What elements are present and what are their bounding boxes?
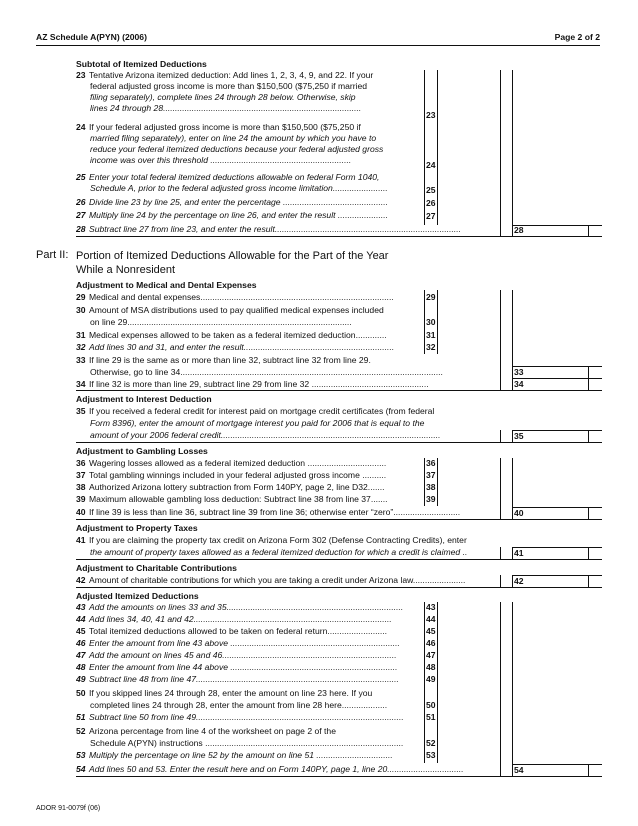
line-number: 38 [76, 482, 86, 492]
box-39[interactable]: 39 [426, 494, 436, 504]
line-40 [76, 507, 500, 518]
box-36[interactable]: 36 [426, 458, 436, 468]
box-52[interactable]: 52 [426, 738, 436, 748]
line-text: Arizona percentage from line 4 of the worksheet on page 2 of the [89, 726, 336, 736]
col-line [437, 70, 438, 225]
line-text: If line 39 is less than line 36, subtract line 39 from line 36; otherwise enter “zero”............................ [89, 507, 461, 517]
part2-title-2: While a Nonresident [76, 264, 176, 276]
box-35[interactable]: 35 [514, 431, 524, 441]
box-25[interactable]: 25 [426, 185, 436, 195]
row-line [76, 776, 602, 777]
line-number: 35 [76, 406, 86, 416]
box-47[interactable]: 47 [426, 650, 436, 660]
col-line [500, 70, 501, 236]
line-text: Medical expenses allowed to be taken as a federal itemized deduction............. [89, 330, 387, 340]
box-23[interactable]: 23 [426, 110, 436, 120]
box-44[interactable]: 44 [426, 614, 436, 624]
line-text: Medical and dental expenses................................................................................. [89, 292, 394, 302]
col-line [437, 458, 438, 506]
row-line [76, 519, 602, 520]
line-text: Authorized Arizona lottery subtraction from Form 140PY, page 2, line D32....... [89, 482, 385, 492]
line-text: income was over this threshold ........................................................... [90, 155, 352, 165]
interest-title: Adjustment to Interest Deduction [76, 394, 212, 404]
col-line [588, 547, 589, 559]
property-title: Adjustment to Property Taxes [76, 523, 198, 533]
line-number: 31 [76, 330, 86, 340]
box-30[interactable]: 30 [426, 317, 436, 327]
line-text: Otherwise, go to line 34.............................................................................................................. [90, 367, 443, 377]
line-text: Subtract line 48 from line 47..................................................................................... [89, 674, 399, 684]
line-27 [76, 210, 422, 221]
box-31[interactable]: 31 [426, 330, 436, 340]
line-text: If you skipped lines 24 through 28, enter the amount on line 23 here. If you [89, 688, 373, 698]
line-number: 30 [76, 305, 86, 315]
line-54 [76, 764, 500, 775]
col-line [588, 575, 589, 587]
line-text: Schedule A, prior to the federal adjusted gross income limitation....................... [90, 183, 388, 193]
line-37 [76, 470, 422, 481]
line-number: 34 [76, 379, 86, 389]
line-text: Multiply line 24 by the percentage on line 26, and enter the result ..................... [89, 210, 389, 220]
line-text: married filing separately), enter on line 24 the amount by which you have to [90, 133, 377, 143]
row-line [76, 559, 602, 560]
line-46 [76, 638, 422, 649]
line-text: If you received a federal credit for interest paid on mortgage credit certificates (from federal [89, 406, 435, 416]
line-47 [76, 650, 422, 661]
line-text: Total gambling winnings included in your federal adjusted gross income .......... [89, 470, 387, 480]
box-41[interactable]: 41 [514, 548, 524, 558]
part2-label: Part II: [36, 249, 69, 261]
line-text: Add lines 34, 40, 41 and 42................................................................................... [89, 614, 392, 624]
line-number: 49 [76, 674, 86, 684]
line-number: 48 [76, 662, 86, 672]
line-number: 42 [76, 575, 86, 585]
line-number: 24 [76, 122, 86, 132]
line-text: reduce your federal itemized deductions because your federal adjusted gross [90, 144, 384, 154]
line-50 [76, 688, 422, 699]
line-number: 44 [76, 614, 86, 624]
box-27[interactable]: 27 [426, 211, 436, 221]
box-50[interactable]: 50 [426, 700, 436, 710]
line-53 [76, 750, 422, 761]
line-43 [76, 602, 422, 613]
line-text: completed lines 24 through 28, enter the amount from line 28 here................... [90, 700, 388, 710]
col-line [512, 70, 513, 236]
box-48[interactable]: 48 [426, 662, 436, 672]
line-number: 53 [76, 750, 86, 760]
subtotal-title: Subtotal of Itemized Deductions [76, 59, 207, 69]
box-49[interactable]: 49 [426, 674, 436, 684]
line-text: amount of your 2006 federal credit............................................................................................ [90, 430, 441, 440]
box-29[interactable]: 29 [426, 292, 436, 302]
col-line [588, 430, 589, 442]
page-header [36, 32, 600, 46]
col-line [588, 225, 589, 236]
line-number: 26 [76, 197, 86, 207]
line-number: 46 [76, 638, 86, 648]
line-number: 41 [76, 535, 86, 545]
line-text: If you are claiming the property tax credit on Arizona Form 302 (Defense Contracting Credits), enter [89, 535, 467, 545]
col-line [500, 575, 501, 587]
line-text: Total itemized deductions allowed to be taken on federal return......................... [89, 626, 388, 636]
line-number: 25 [76, 172, 86, 182]
line-26 [76, 197, 422, 208]
line-24 [76, 122, 422, 133]
line-text: Subtract line 50 from line 49....................................................................................... [89, 712, 404, 722]
line-number: 47 [76, 650, 86, 660]
row-line [512, 430, 602, 431]
col-line [500, 547, 501, 559]
line-text: If your federal adjusted gross income is more than $150,500 ($75,250 if [89, 122, 361, 132]
line-text: federal adjusted gross income is more than $150,500 ($75,250 if married [90, 81, 368, 91]
line-text: filing separately), complete lines 24 through 28 below. Otherwise, skip [90, 92, 356, 102]
line-number: 36 [76, 458, 86, 468]
line-33 [76, 355, 500, 366]
line-23 [76, 70, 422, 81]
box-37[interactable]: 37 [426, 470, 436, 480]
line-number: 52 [76, 726, 86, 736]
box-43[interactable]: 43 [426, 602, 436, 612]
box-45[interactable]: 45 [426, 626, 436, 636]
row-line [512, 547, 602, 548]
col-line [437, 602, 438, 763]
line-text: on line 29.............................................................................................. [90, 317, 352, 327]
line-25 [76, 172, 422, 183]
col-line [437, 290, 438, 354]
line-52 [76, 726, 422, 737]
col-line [500, 290, 501, 390]
line-number: 33 [76, 355, 86, 365]
charity-title: Adjustment to Charitable Contributions [76, 563, 237, 573]
line-text: Add lines 50 and 53. Enter the result here and on Form 140PY, page 1, line 20................................ [89, 764, 464, 774]
line-text: Add the amounts on lines 33 and 35.......................................................................... [89, 602, 404, 612]
box-38[interactable]: 38 [426, 482, 436, 492]
box-28[interactable]: 28 [514, 225, 524, 235]
page-number: Page 2 of 2 [554, 32, 600, 42]
line-number: 23 [76, 70, 86, 80]
line-text: the amount of property taxes allowed as a federal itemized deduction for which a credit is claimed .. [90, 547, 468, 557]
line-number: 39 [76, 494, 86, 504]
box-53[interactable]: 53 [426, 750, 436, 760]
line-text: Enter the amount from line 44 above ...................................................................... [89, 662, 398, 672]
line-number: 54 [76, 764, 86, 774]
form-title: AZ Schedule A(PYN) (2006) [36, 32, 147, 42]
box-51[interactable]: 51 [426, 712, 436, 722]
row-line [76, 390, 602, 391]
row-line [76, 587, 602, 588]
line-text: Enter the amount from line 43 above ....................................................................... [89, 638, 400, 648]
line-text: Amount of charitable contributions for which you are taking a credit under Arizona law...................... [89, 575, 466, 585]
box-54[interactable]: 54 [514, 765, 524, 775]
row-line [76, 442, 602, 443]
line-41 [76, 535, 500, 546]
line-number: 45 [76, 626, 86, 636]
line-29 [76, 292, 422, 303]
line-30 [76, 305, 422, 316]
line-48 [76, 662, 422, 673]
line-number: 51 [76, 712, 86, 722]
line-31 [76, 330, 422, 341]
medical-title: Adjustment to Medical and Dental Expenses [76, 280, 257, 290]
col-line [588, 507, 589, 519]
line-text: Maximum allowable gambling loss deduction: Subtract line 38 from line 37....... [89, 494, 388, 504]
line-45 [76, 626, 422, 637]
line-number: 32 [76, 342, 86, 352]
line-text: Form 8396), enter the amount of mortgage interest you paid for 2006 that is equal to the [90, 418, 425, 428]
box-33[interactable]: 33 [514, 367, 524, 377]
line-32 [76, 342, 422, 353]
line-text: Amount of MSA distributions used to pay qualified medical expenses included [89, 305, 384, 315]
line-number: 50 [76, 688, 86, 698]
line-42 [76, 575, 500, 586]
line-text: If line 32 is more than line 29, subtract line 29 from line 32 ................................................. [89, 379, 429, 389]
line-number: 27 [76, 210, 86, 220]
line-text: lines 24 through 28................................................................................... [90, 103, 362, 113]
row-line [512, 378, 602, 379]
row-line [512, 366, 602, 367]
line-number: 29 [76, 292, 86, 302]
box-40[interactable]: 40 [514, 508, 524, 518]
col-line [588, 764, 589, 776]
box-26[interactable]: 26 [426, 198, 436, 208]
row-line [76, 236, 602, 237]
line-35 [76, 406, 500, 417]
line-number: 43 [76, 602, 86, 612]
box-42[interactable]: 42 [514, 576, 524, 586]
adjusted-title: Adjusted Itemized Deductions [76, 591, 199, 601]
line-text: Schedule A(PYN) instructions ................................................................................... [90, 738, 404, 748]
box-34[interactable]: 34 [514, 379, 524, 389]
line-text: If line 29 is the same as or more than line 32, subtract line 32 from line 29. [89, 355, 371, 365]
part2-title-1: Portion of Itemized Deductions Allowable for the Part of the Year [76, 250, 389, 262]
row-line [512, 575, 602, 576]
col-line [500, 430, 501, 442]
line-text: Add the amount on lines 45 and 46......................................................................... [89, 650, 397, 660]
col-line [500, 458, 501, 519]
line-number: 37 [76, 470, 86, 480]
line-51 [76, 712, 422, 723]
line-number: 28 [76, 224, 86, 234]
box-46[interactable]: 46 [426, 638, 436, 648]
line-text: Divide line 23 by line 25, and enter the percentage ............................................ [89, 197, 389, 207]
line-text: Wagering losses allowed as a federal itemized deduction ................................. [89, 458, 387, 468]
line-39 [76, 494, 422, 505]
box-24[interactable]: 24 [426, 160, 436, 170]
line-28 [76, 224, 500, 235]
box-32[interactable]: 32 [426, 342, 436, 352]
form-footer: ADOR 91-0079f (06) [36, 805, 101, 812]
col-line [500, 602, 501, 776]
line-49 [76, 674, 422, 685]
line-text: Tentative Arizona itemized deduction: Add lines 1, 2, 3, 4, 9, and 22. If your [89, 70, 374, 80]
line-44 [76, 614, 422, 625]
line-36 [76, 458, 422, 469]
line-text: Enter your total federal itemized deductions allowable on federal Form 1040, [89, 172, 380, 182]
line-text: Multiply the percentage on line 52 by the amount on line 51 ................................ [89, 750, 393, 760]
col-line [512, 602, 513, 776]
row-line [512, 225, 602, 226]
line-text: Add lines 30 and 31, and enter the result............................................................... [89, 342, 395, 352]
gambling-title: Adjustment to Gambling Losses [76, 446, 208, 456]
line-text: Subtract line 27 from line 23, and enter the result.............................................................................. [89, 224, 462, 234]
line-38 [76, 482, 422, 493]
line-number: 40 [76, 507, 86, 517]
line-34 [76, 379, 500, 390]
